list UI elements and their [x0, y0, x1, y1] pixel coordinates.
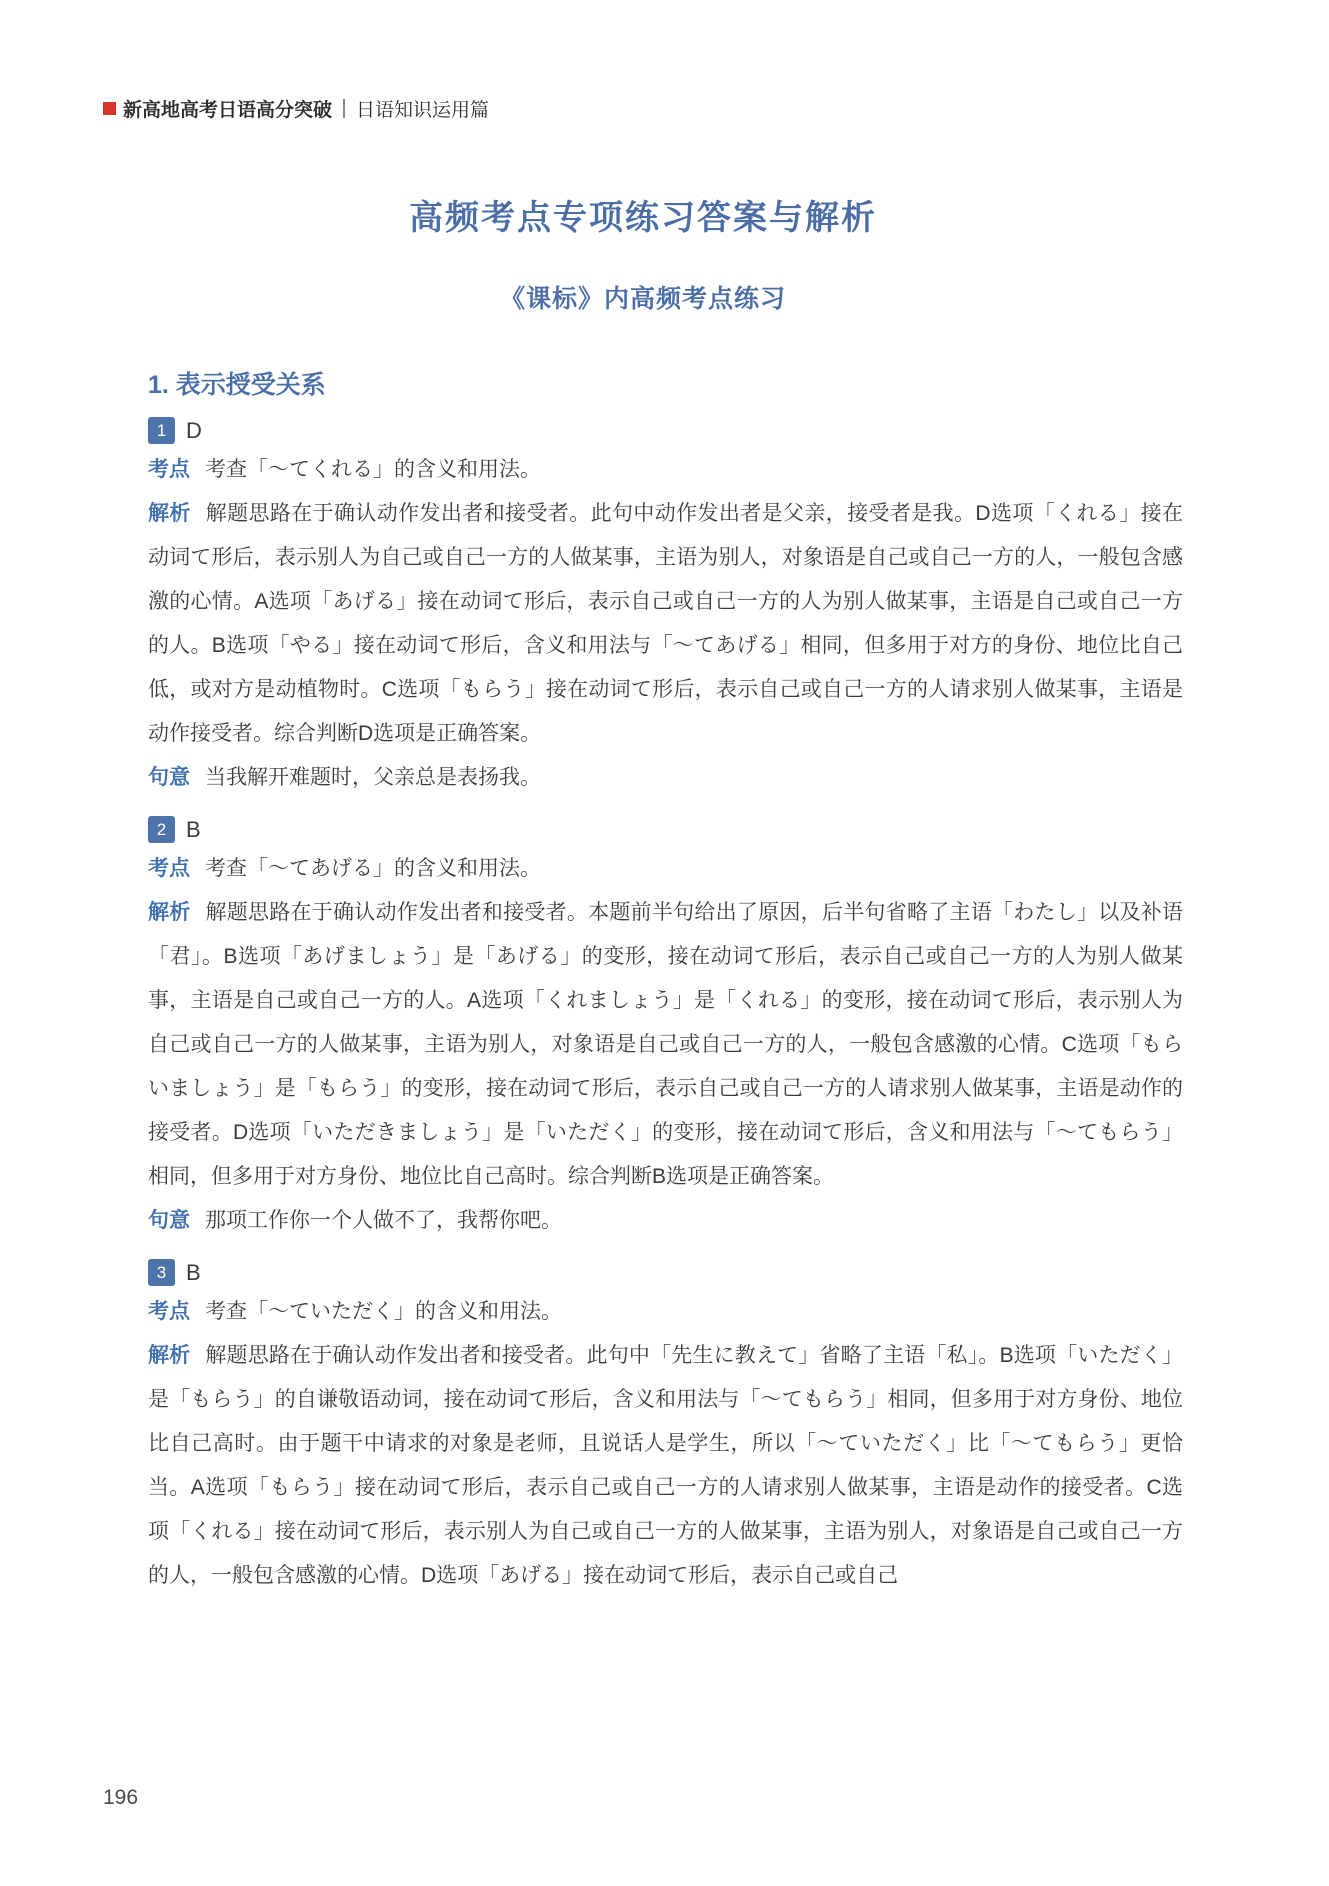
jiexi-text: 解题思路在于确认动作发出者和接受者。本题前半句给出了原因，后半句省略了主语「わたし」以及补语「君」。B选项「あげましょう」是「あげる」的变形，接在动词て形后，表示自己或自己一方的人为别人做某事，主语是自己或自己一方的人。A选项「くれましょう」是「くれる」的变形，接在动词て形后，表示别人为自己或自己一方的人做某事，主语为别人，对象语是自己或自己一方的人，一般包含感激的心情。C选项「もらいましょう」是「もらう」的变形，接在动词て形后，表示自己或自己一方的人请求别人做某事，主语是动作的接受者。D选项「いただきましょう」是「いただく」的变形，接在动词て形后，含义和用法与「～てもらう」相同，但多用于对方身份、地位比自己高时。综合判断B选项是正确答案。 — [148, 901, 1184, 1188]
juyi-paragraph — [148, 1199, 1183, 1243]
question-number-badge: 2 — [148, 816, 175, 843]
jiexi-label: 解析 — [148, 502, 191, 525]
jiexi-label: 解析 — [148, 1344, 191, 1367]
kaodian-label: 考点 — [148, 1300, 190, 1323]
question-block-2 — [148, 816, 1183, 1243]
jiexi-label: 解析 — [148, 901, 191, 924]
header-book-title: 新高地高考日语高分突破 — [123, 100, 333, 121]
jiexi-paragraph — [148, 1334, 1183, 1598]
kaodian-paragraph — [148, 847, 1183, 891]
question-number-badge: 3 — [148, 1259, 175, 1286]
header-section-name: 日语知识运用篇 — [356, 100, 490, 121]
jiexi-text: 解题思路在于确认动作发出者和接受者。此句中动作发出者是父亲，接受者是我。D选项「くれる」接在动词て形后，表示别人为自己或自己一方的人做某事，主语为别人，对象语是自己或自己一方的人，一般包含感激的心情。A选项「あげる」接在动词て形后，表示自己或自己一方的人为别人做某事，主语是自己或自己一方的人。B选项「やる」接在动词て形后，含义和用法与「～てあげる」相同，但多用于对方的身份、地位比自己低，或对方是动植物时。C选项「もらう」接在动词て形后，表示自己或自己一方的人请求别人做某事，主语是动作接受者。综合判断D选项是正确答案。 — [148, 502, 1183, 745]
kaodian-paragraph — [148, 448, 1183, 492]
kaodian-text: 考查「～てあげる」的含义和用法。 — [205, 857, 541, 880]
section-heading: 1. 表示授受关系 — [148, 371, 326, 399]
kaodian-text: 考查「～てくれる」的含义和用法。 — [205, 458, 541, 481]
page-title: 高频考点专项练习答案与解析 — [409, 199, 877, 237]
header-divider — [343, 99, 345, 118]
content-area — [148, 365, 1183, 1598]
page-header — [103, 95, 1183, 122]
kaodian-text: 考查「～ていただく」的含义和用法。 — [205, 1300, 562, 1323]
answer-line — [148, 816, 1183, 843]
juyi-paragraph — [148, 756, 1183, 800]
page-subtitle: 《课标》内高频考点练习 — [499, 285, 786, 313]
juyi-text: 那项工作你一个人做不了，我帮你吧。 — [205, 1209, 562, 1232]
kaodian-label: 考点 — [148, 458, 190, 481]
answer-line — [148, 417, 1183, 444]
kaodian-paragraph — [148, 1290, 1183, 1334]
question-block-3 — [148, 1259, 1183, 1598]
answer-letter: D — [186, 417, 202, 443]
jiexi-paragraph — [148, 492, 1183, 756]
answer-letter: B — [186, 816, 201, 842]
jiexi-paragraph — [148, 891, 1183, 1199]
answer-letter: B — [186, 1259, 201, 1285]
answer-line — [148, 1259, 1183, 1286]
juyi-label: 句意 — [148, 766, 190, 789]
question-number-badge: 1 — [148, 417, 175, 444]
juyi-label: 句意 — [148, 1209, 190, 1232]
page-number: 196 — [103, 1786, 139, 1809]
header-marker-icon — [103, 102, 116, 115]
jiexi-text: 解题思路在于确认动作发出者和接受者。此句中「先生に教えて」省略了主语「私」。B选项「いただく」是「もらう」的自谦敬语动词，接在动词て形后，含义和用法与「～てもらう」相同，但多用于对方身份、地位比自己高时。由于题干中请求的对象是老师，且说话人是学生，所以「～ていただく」比「～てもらう」更恰当。A选项「もらう」接在动词て形后，表示自己或自己一方的人请求别人做某事，主语是动作的接受者。C选项「くれる」接在动词て形后，表示别人为自己或自己一方的人做某事，主语为别人，对象语是自己或自己一方的人，一般包含感激的心情。D选项「あげる」接在动词て形后，表示自己或自己 — [148, 1344, 1183, 1587]
juyi-text: 当我解开难题时，父亲总是表扬我。 — [205, 766, 541, 789]
kaodian-label: 考点 — [148, 857, 190, 880]
question-block-1 — [148, 417, 1183, 800]
